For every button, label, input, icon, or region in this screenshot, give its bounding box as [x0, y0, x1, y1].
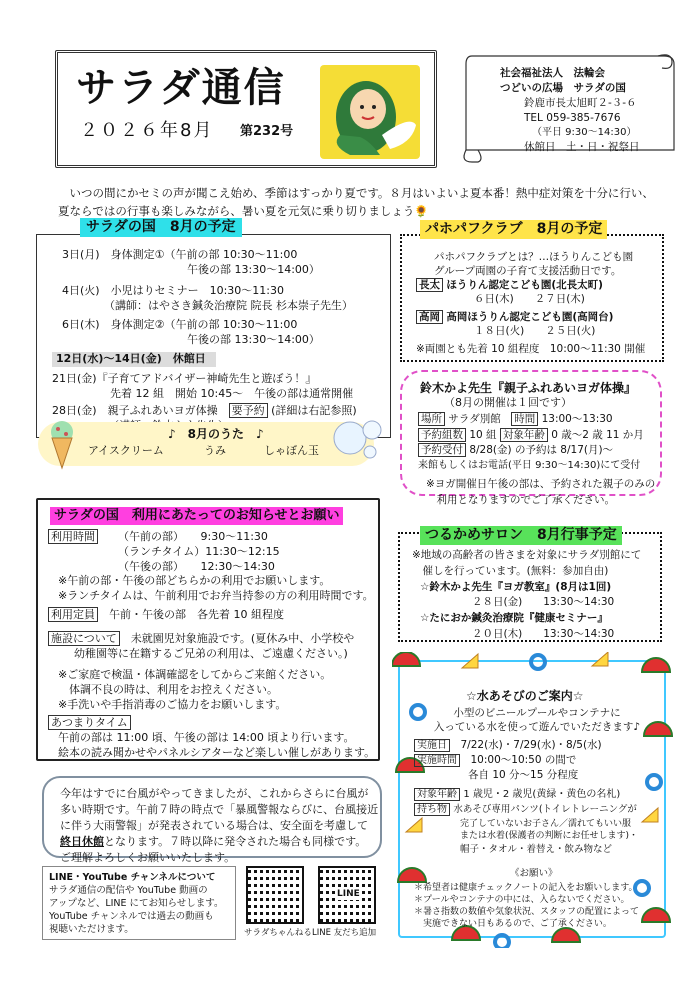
nagao-label: 長太 — [416, 278, 443, 292]
hours-row: （午前の部） 9:30～11:30 — [118, 530, 268, 543]
nagao-dates: ６日(木) ２７日(木) — [474, 293, 585, 306]
health-note: ※手洗いや手指消毒のご協力をお願いします。 — [58, 697, 287, 711]
reserve-value: 8/28(金) の予約は 8/17(月)～ — [469, 444, 614, 457]
line-text: アップなど、LINE にてお知らせします。 — [49, 898, 224, 910]
water-intro — [428, 706, 646, 734]
water-intro-line: 入っている水を使って遊んでいただきます♪ — [433, 721, 641, 734]
papa-intro — [434, 250, 633, 278]
bring-label: 持ち物 — [414, 803, 450, 816]
org-name: 社会福祉法人 法輪会 — [500, 67, 605, 79]
papa-nagao — [416, 278, 603, 306]
hours-list — [118, 530, 280, 575]
intro-line-2: 夏ならではの行事も楽しみながら、暑い夏を元気に乗り切りましょう🌻 — [58, 204, 429, 219]
masthead-box — [55, 50, 437, 168]
time-label: 時間 — [511, 412, 538, 426]
capacity-text: 午前・午後の部 各先着 10 組程度 — [109, 608, 284, 621]
capacity-label: 利用定員 — [48, 607, 98, 622]
water-note: 実施できない日もあるので、ご了承ください。 — [414, 919, 612, 930]
typhoon-line: 多い時期です。午前７時の時点で「暴風警報ならびに、台風接近 — [60, 802, 379, 816]
papa-takaoka — [416, 310, 613, 338]
hours-label: 利用時間 — [48, 529, 98, 544]
yoga-subtitle: （8月の開催は１回です） — [444, 396, 572, 409]
papa-intro-line: パホパフクラブとは？…ほうりんこども園 — [434, 251, 634, 263]
papa-club-header: パホパフクラブ 8月の予定 — [420, 220, 607, 239]
line-qr-code[interactable] — [318, 866, 376, 924]
hours-note: ※ランチタイムは、午前利用でお弁当持参の方の利用時間です。 — [58, 588, 374, 602]
line-logo: LINE — [337, 889, 360, 899]
mascot-illustration — [320, 65, 420, 159]
soap-bubble-icon — [328, 414, 388, 466]
time-value: 10:00～10:50 の間で — [470, 754, 577, 767]
newsletter-title: サラダ通信 — [76, 65, 286, 111]
song-1: アイスクリーム — [88, 444, 164, 457]
yoga-note: ※ヨガ開催日午後の部は、予約された親子のみの — [426, 478, 656, 491]
water-details — [414, 738, 638, 857]
water-title: ☆水あそびのご案内☆ — [466, 689, 584, 703]
yoga-details — [418, 412, 655, 508]
gathering-text: 絵本の読み聞かせやパネルシアターなど楽しい催しがあります。 — [58, 745, 376, 759]
takaoka-text: 高岡ほうりん認定こども園(高岡台) — [446, 311, 614, 323]
facility-name: つどいの広場 サラダの国 — [500, 81, 626, 94]
yoga-title: 鈴木かよ先生『親子ふれあいヨガ体操』 — [420, 381, 637, 395]
schedule-text: 身体測定②（午前の部 10:30～11:00 — [110, 318, 298, 331]
line-title: LINE・YouTube チャンネルについて — [49, 872, 216, 883]
water-note: ＊プールやコンテナの中には、入らないでください。 — [414, 895, 630, 906]
water-note: ＊希望者は健康チェックノートの記入をお願いします。 — [414, 883, 638, 893]
bring-value: 水あそび専用パンツ(トイレトレーニングが — [453, 804, 637, 816]
qr-caption-line: LINE 友だち追加 — [312, 928, 377, 938]
groups-label: 予約組数 — [418, 428, 466, 442]
bring-value: 完了していないお子さん／濡れてもいい服 — [460, 818, 632, 829]
typhoon-notice — [42, 776, 382, 864]
typhoon-line: ご理解よろしくお願いいたします。 — [60, 850, 236, 864]
date-label: 実施日 — [414, 739, 450, 752]
holiday-notice: 12日(水)～14日(金) 休館日 — [52, 352, 216, 367]
schedule-item-21 — [52, 372, 353, 402]
schedule-header: サラダの国 8月の予定 — [80, 218, 242, 237]
water-notes-title: 《お願い》 — [510, 868, 558, 879]
time-label: 実施時間 — [414, 754, 460, 767]
youtube-qr-code[interactable] — [246, 866, 304, 924]
gathering-time — [48, 716, 375, 761]
line-text: YouTube チャンネルでは過去の動画も — [49, 911, 214, 923]
tsurukame-event: ☆たにおか鍼灸治療院『健康セミナー』 — [420, 612, 608, 624]
reservation-badge: 要予約 — [229, 403, 268, 418]
line-text: サラダ通信の配信や YouTube 動画の — [49, 885, 208, 897]
takaoka-dates: １８日(火) ２５日(火) — [474, 325, 596, 338]
tsurukame-event: ☆鈴木かよ先生『ヨガ教室』(8月は1回) — [420, 580, 612, 593]
time-value: 13:00～13:30 — [541, 413, 613, 425]
water-intro-line: 小型のビニールプールやコンテナに — [453, 707, 621, 719]
health-note: 体調不良の時は、利用をお控えください。 — [58, 682, 278, 696]
qr-caption-youtube: サラダちゃんねる — [244, 928, 312, 938]
reserve-method: 来館もしくはお電話(平日 9:30～14:30)にて受付 — [418, 459, 641, 471]
schedule-note: (詳細は右記参照) — [271, 404, 357, 417]
target-value: 1 歳児・2 歳児(黄緑・黄色の名札) — [463, 789, 621, 801]
schedule-sub: 午後の部 13:30～14:00） — [187, 262, 320, 276]
schedule-sub: （講師：はやさき鍼灸治療院 院長 杉本崇子先生） — [104, 298, 353, 312]
line-text: 視聴いただけます。 — [49, 924, 134, 936]
tsurukame-event-date: ２０日(木) 13:30～14:30 — [472, 627, 615, 640]
health-note: ※ご家庭で検温・体調確認をしてからご来館ください。 — [58, 668, 332, 681]
place-value: サラダ別館 — [448, 413, 501, 425]
typhoon-line: 今年はすでに台風がやってきましたが、これからさらに台風が — [60, 787, 369, 800]
phone-hours: （平日 9:30～14:30） — [532, 126, 637, 138]
tsurukame-header: つるかめサロン 8月行事予定 — [420, 526, 622, 545]
songs-banner — [38, 422, 374, 466]
tsurukame-intro: 催しを行っています。(無料：参加自由) — [412, 564, 609, 577]
schedule-date: 3日(月) — [62, 248, 100, 261]
typhoon-line: となります。７時以降に発令された場合も同様です。 — [104, 834, 367, 848]
bring-value: または水着(保護者の判断にお任せします)・ — [460, 831, 639, 842]
schedule-text: 小児はりセミナー 10:30～11:30 — [110, 284, 284, 297]
papa-note: ※両園とも先着 10 組程度 10:00～11:30 開催 — [416, 343, 646, 355]
bring-value: 帽子・タオル・着替え・飲み物など — [460, 844, 613, 856]
facility-label: 施設について — [48, 631, 120, 646]
closed-all-day: 終日休館 — [60, 834, 104, 848]
usage-hours — [48, 530, 98, 545]
date-value: 7/22(水)・7/29(水)・8/5(水) — [460, 739, 602, 751]
song-3: しゃぼん玉 — [264, 444, 319, 457]
gathering-label: あつまりタイム — [48, 715, 131, 730]
facility-text-2: 幼稚園等に在籍するご兄弟の利用は、ご遠慮ください。) — [74, 646, 348, 660]
facility-row — [48, 632, 354, 662]
capacity-row — [48, 608, 284, 623]
closed-days: 休館日 土・日・祝祭日 — [524, 140, 640, 153]
hours-notes — [58, 574, 374, 604]
song-2: うみ — [204, 444, 226, 457]
address: 鈴鹿市長太旭町２-３-６ — [524, 96, 637, 109]
intro-line-1: いつの間にかセミの声が聞こえ始め、季節はすっかり夏です。８月はいよいよ夏本番！熱中症対策を十分に行い、 — [58, 186, 654, 200]
papa-intro-line: グループ両園の子育て支援活動日です。 — [434, 265, 622, 278]
age-value: 0 歳～2 歳 11 か月 — [551, 428, 644, 441]
hours-row: （午後の部） 12:30～14:30 — [118, 559, 275, 573]
telephone: TEL 059-385-7676 — [524, 111, 621, 124]
gathering-text: 午前の部は 11:00 頃、午後の部は 14:00 頃より行います。 — [58, 730, 355, 744]
schedule-sub: 先着 12 組 開始 10:45～ 午後の部は通常開催 — [110, 386, 354, 400]
place-label: 場所 — [418, 412, 445, 426]
schedule-date: 6日(木) — [62, 318, 100, 331]
health-notes — [58, 668, 331, 713]
schedule-date: 4日(火) — [62, 284, 100, 297]
tsurukame-intro: ※地域の高齢者の皆さまを対象にサラダ別館にて — [412, 549, 642, 561]
schedule-text: 21日(金)『子育てアドバイザー神崎先生と遊ぼう！』 — [52, 372, 317, 385]
issue-date: ２０２６年8月 — [80, 120, 214, 141]
facility-text: 未就園児対象施設です。(夏休み中、小学校や — [130, 632, 355, 645]
schedule-sub: 午後の部 13:30～14:00） — [187, 332, 320, 346]
hours-note: ※午前の部・午後の部どちらかの利用でお願いします。 — [58, 574, 331, 587]
time-value-2: 各自 10 分～15 分程度 — [468, 769, 579, 782]
schedule-text: 28日(金) 親子ふれあいヨガ体操 — [52, 404, 218, 417]
ice-cream-icon — [42, 418, 82, 470]
schedule-item — [62, 248, 320, 278]
yoga-note: 利用となりますのでご了承ください。 — [426, 493, 615, 506]
issue-number: 第232号 — [240, 124, 294, 139]
reserve-label: 予約受付 — [418, 443, 466, 457]
notice-header: サラダの国 利用にあたってのお知らせとお願い — [50, 507, 343, 525]
hours-row: （ランチタイム）11:30～12:15 — [118, 544, 280, 558]
age-label: 対象年齢 — [500, 428, 548, 442]
water-notes — [414, 882, 639, 931]
schedule-item — [62, 284, 353, 314]
schedule-text: 身体測定①（午前の部 10:30～11:00 — [110, 248, 298, 261]
line-info-box — [42, 866, 236, 940]
nagao-text: ほうりん認定こども園(北長太町) — [446, 279, 603, 291]
tsurukame-event-date: ２８日(金) 13:30～14:30 — [472, 596, 615, 609]
typhoon-line: に伴う大雨警報」が発表されている場合は、安全面を考慮して — [60, 818, 368, 832]
target-label: 対象年齢 — [414, 788, 460, 801]
schedule-item — [62, 318, 320, 348]
takaoka-label: 高岡 — [416, 310, 443, 324]
intro-text — [58, 184, 662, 221]
organization-info — [500, 66, 640, 155]
water-note: ＊暑さ指数の数値や気象状況、スタッフの配置によって — [414, 907, 640, 918]
tsurukame-content — [412, 548, 641, 643]
groups-value: 10 組 — [469, 428, 497, 441]
songs-title: ♪ 8月のうた ♪ — [168, 427, 264, 441]
